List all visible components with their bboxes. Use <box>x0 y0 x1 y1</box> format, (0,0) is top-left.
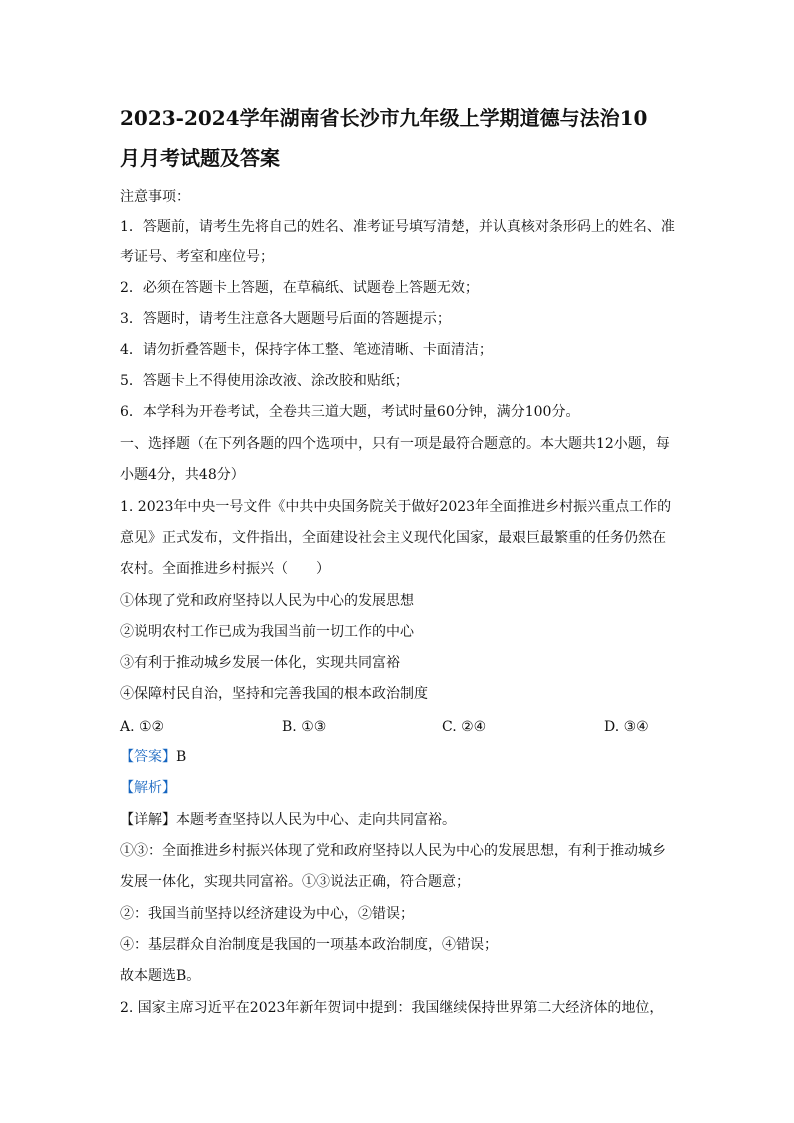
analysis-line: ②：我国当前坚持以经济建设为中心，②错误； <box>120 906 414 922</box>
notice-item: 3．答题时，请考生注意各大题题号后面的答题提示； <box>120 311 451 327</box>
question-2-stem: 2. 国家主席习近平在2023年新年贺词中提到：我国继续保持世界第二大经济体的地位， <box>120 1000 664 1016</box>
analysis-line: 故本题选B。 <box>120 968 201 984</box>
question-1-stem: 意见》正式发布，文件指出，全面建设社会主义现代化国家，最艰巨最繁重的任务仍然在 <box>120 530 666 546</box>
question-1-statement: ②说明农村工作已成为我国当前一切工作的中心 <box>120 624 414 640</box>
notice-item: 6．本学科为开卷考试，全卷共三道大题，考试时量60分钟，满分100分。 <box>120 404 580 420</box>
notice-item: 考证号、考室和座位号； <box>120 249 274 265</box>
answer-value: B <box>176 749 187 765</box>
analysis-line: 发展一体化，实现共同富裕。①③说法正确，符合题意； <box>120 874 470 890</box>
notice-item: 2．必须在答题卡上答题，在草稿纸、试题卷上答题无效； <box>120 280 479 296</box>
detail-line <box>120 809 680 831</box>
answer-label: 【答案】 <box>120 749 176 765</box>
detail-text: 本题考查坚持以人民为中心、走向共同富裕。 <box>176 812 456 828</box>
section-heading-line-1: 一、选择题（在下列各题的四个选项中，只有一项是最符合题意的。本大题共12小题，每 <box>120 436 670 452</box>
analysis-label: 【解析】 <box>120 780 176 796</box>
notice-item: 5．答题卡上不得使用涂改液、涂改胶和贴纸； <box>120 373 409 389</box>
notice-heading: 注意事项： <box>120 189 190 205</box>
option-a: A. ①② <box>120 719 165 735</box>
option-b: B. ①③ <box>282 719 327 735</box>
detail-label: 【详解】 <box>120 812 176 828</box>
document-title-line-1: 2023-2024学年湖南省长沙市九年级上学期道德与法治10 <box>120 106 648 130</box>
question-1-stem: 1. 2023年中央一号文件《中共中央国务院关于做好2023年全面推进乡村振兴重点工作的 <box>120 499 672 515</box>
question-1-statement: ③有利于推动城乡发展一体化，实现共同富裕 <box>120 655 400 671</box>
question-1-stem: 农村。全面推进乡村振兴（ ） <box>120 561 330 577</box>
question-1-statement: ①体现了党和政府坚持以人民为中心的发展思想 <box>120 593 414 609</box>
notice-item: 4．请勿折叠答题卡，保持字体工整、笔迹清晰、卡面清洁； <box>120 342 493 358</box>
analysis-line: ①③：全面推进乡村振兴体现了党和政府坚持以人民为中心的发展思想，有利于推动城乡 <box>120 843 666 859</box>
analysis-line: ④：基层群众自治制度是我国的一项基本政治制度，④错误； <box>120 937 498 953</box>
document-title-line-2: 月月考试题及答案 <box>120 146 280 170</box>
question-1-statement: ④保障村民自治，坚持和完善我国的根本政治制度 <box>120 686 428 702</box>
notice-item: 1．答题前，请考生先将自己的姓名、准考证号填写清楚，并认真核对条形码上的姓名、准 <box>120 219 675 235</box>
option-d: D. ③④ <box>604 719 649 735</box>
answer-line <box>120 746 680 768</box>
option-c: C. ②④ <box>442 719 487 735</box>
section-heading-line-2: 小题4分，共48分） <box>120 467 245 483</box>
question-1-options <box>120 716 680 738</box>
